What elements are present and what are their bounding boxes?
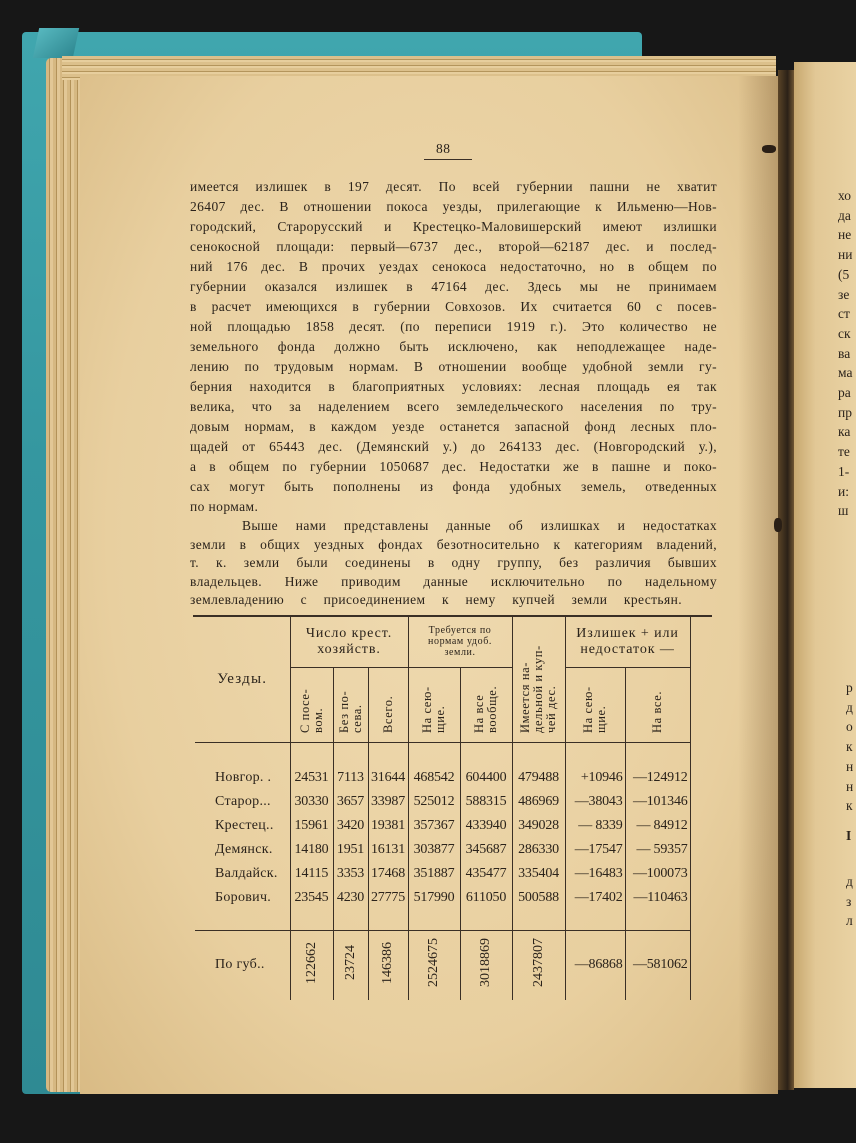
header-required: Требуется по нормам удоб. земли. (408, 617, 512, 667)
required-sowing-cell: 468542 (408, 766, 460, 790)
next-page-fragment: ка (838, 424, 851, 440)
text-line: щадей от 65443 дес. (Демянский у.) до 264133 дес. (Новгородский у.), (190, 439, 717, 454)
balance-all-cell: —124912 (625, 766, 690, 790)
spacer-cell (565, 742, 625, 766)
text-line: ной площадью 1858 десят. (по переписи 1919 г.). Это количество не (190, 319, 717, 334)
available-land-cell: 479488 (512, 766, 565, 790)
total-households-cell (368, 930, 408, 1000)
total-sown-cell (290, 930, 333, 1000)
next-page-fragment: д (846, 699, 853, 715)
table-row (195, 814, 690, 838)
header-required-all (460, 667, 512, 742)
body-paragraph-2 (190, 517, 717, 610)
required-sowing-cell: 357367 (408, 814, 460, 838)
next-page-fragment: хо (838, 188, 851, 203)
total-unsown-cell (333, 930, 368, 1000)
binding-thread (762, 145, 776, 153)
spacer-cell (290, 910, 333, 930)
total-available-cell (512, 930, 565, 1000)
spacer-cell (625, 742, 690, 766)
header-required-sowing (408, 667, 460, 742)
header-label: С посе- вом. (297, 688, 325, 733)
district-name-cell: Старор... (215, 794, 271, 809)
total-value: 23724 (342, 945, 358, 981)
households-total-cell: 27775 (368, 886, 408, 910)
header-households-unsown (333, 667, 368, 742)
households-sown-cell: 30330 (290, 790, 333, 814)
balance-sowing-cell: —38043 (565, 790, 625, 814)
header-balance-sowing (565, 667, 625, 742)
header-label: На все. (650, 690, 665, 733)
total-value: 146386 (380, 941, 395, 984)
balance-all-cell: — 59357 (625, 838, 690, 862)
text-line: велика, что за наделением всего земледельческого населения по тру- (190, 399, 717, 414)
next-page-fragment: р (846, 680, 853, 695)
balance-sowing-cell: —16483 (565, 862, 625, 886)
cover-corner (33, 28, 79, 58)
statistics-table (195, 617, 691, 1000)
table-spacer (195, 742, 690, 766)
total-value: 2524675 (426, 938, 442, 988)
next-page-fragment: ш (838, 503, 849, 519)
balance-all-cell: —110463 (625, 886, 690, 910)
next-page-fragment: н (846, 758, 854, 774)
header-label: Всего. (380, 695, 395, 733)
text-line: сах могут быть пополнены из фонда удобных земель, отведенных (190, 479, 717, 494)
text-line: городский, Старорусский и Крестецко-Маловишерский имеют излишки (190, 219, 717, 234)
required-all-cell: 611050 (460, 886, 512, 910)
households-unsown-cell: 3353 (333, 862, 368, 886)
page-number-underline (424, 159, 472, 160)
district-name-cell: Новгор. . (215, 770, 272, 785)
spacer-cell (368, 742, 408, 766)
text-line: 26407 дес. В отношении покоса уезды, прилегающие к Ильменю—Нов- (190, 199, 717, 214)
total-balance-all-cell: —581062 (625, 930, 690, 1000)
text-line: довым нормам, в каждом уезде останется запасной фонд лесных пло- (190, 419, 717, 434)
district-name-cell: Демянск. (215, 842, 273, 857)
households-sown-cell: 14180 (290, 838, 333, 862)
spacer-cell (565, 910, 625, 930)
header-households: Число крест. хозяйств. (290, 617, 408, 667)
header-label: На сею- щие. (581, 685, 609, 733)
spacer-cell (368, 910, 408, 930)
district-name-cell: Валдайск. (215, 866, 278, 881)
households-sown-cell: 14115 (290, 862, 333, 886)
households-unsown-cell: 7113 (333, 766, 368, 790)
table-header-row (195, 617, 690, 667)
households-total-cell: 33987 (368, 790, 408, 814)
next-page-fragment: да (838, 207, 851, 223)
district-name-cell: Борович. (215, 890, 272, 905)
balance-sowing-cell: —17547 (565, 838, 625, 862)
total-value: 2437807 (530, 938, 546, 988)
next-page-fragment: д (846, 874, 853, 889)
available-land-cell: 486969 (512, 790, 565, 814)
text-line: землевладению с присоединением к нему купчей земли крестьян. (190, 592, 682, 608)
table-row (195, 862, 690, 886)
households-unsown-cell: 4230 (333, 886, 368, 910)
page-number: 88 (436, 141, 451, 156)
next-page-fragment: ск (838, 325, 851, 341)
next-page-fragment: пр (838, 404, 852, 420)
required-sowing-cell: 303877 (408, 838, 460, 862)
required-all-cell: 588315 (460, 790, 512, 814)
text-line: т. к. земли были соединены в одну группу, без различия бывших (190, 555, 717, 571)
header-households-sown (290, 667, 333, 742)
spacer-cell (195, 742, 290, 766)
required-all-cell: 435477 (460, 862, 512, 886)
next-page-text-fragments (838, 186, 852, 521)
available-land-cell: 286330 (512, 838, 565, 862)
page-stack-left-edge (46, 58, 82, 1092)
text-line: ний 176 дес. В прочих уездах сенокоса недостаточно, но в общем по (190, 259, 717, 274)
next-page-fragment: не (838, 227, 852, 243)
next-page-fragment: зе (838, 286, 850, 302)
balance-sowing-cell: +10946 (565, 766, 625, 790)
table-row (195, 886, 690, 910)
total-value: 3018869 (478, 938, 494, 988)
next-page-fragment: и: (838, 483, 849, 499)
spacer-cell (408, 742, 460, 766)
book-gutter (778, 70, 794, 1090)
households-sown-cell: 15961 (290, 814, 333, 838)
text-line: сенокосной площади: первый—6737 дес., второй—62187 дес. и послед- (190, 239, 717, 254)
table-body (195, 742, 690, 1000)
table-spacer (195, 910, 690, 930)
next-page-fragment: к (846, 798, 853, 814)
gutter-shadow (738, 76, 778, 1094)
text-line: в расчет имеющихся в губернии Совхозов. Их считается 60 с посев- (190, 299, 717, 314)
next-page-fragment: к (846, 739, 853, 755)
text-line: губернии оказался излишек в 47164 дес. Здесь мы не принимаем (190, 279, 717, 294)
required-sowing-cell: 525012 (408, 790, 460, 814)
header-label: На сею- щие. (420, 685, 448, 733)
table-row (195, 838, 690, 862)
balance-all-cell: — 84912 (625, 814, 690, 838)
next-page-fragment: л (846, 913, 853, 929)
text-line: лению по трудовым нормам. В отношении вообще удобной земли гу- (190, 359, 717, 374)
total-required-sowing-cell (408, 930, 460, 1000)
text-line: земли в общих уездных фондах безотносительно к категориям владений, (190, 536, 717, 552)
total-balance-sowing-cell: —86868 (565, 930, 625, 1000)
header-balance-all (625, 667, 690, 742)
header-households-total (368, 667, 408, 742)
next-page-fragment: ра (838, 385, 851, 401)
text-line: владельцев. Ниже приводим данные исключительно по надельному (190, 573, 717, 589)
next-page-fragment: 1- (838, 463, 850, 479)
spacer-cell (625, 910, 690, 930)
households-total-cell: 19381 (368, 814, 408, 838)
balance-sowing-cell: —17402 (565, 886, 625, 910)
text-line: земельного фонда должно быть исключено, как неподлежащее наде- (190, 339, 717, 354)
households-unsown-cell: 3657 (333, 790, 368, 814)
available-land-cell: 349028 (512, 814, 565, 838)
spacer-cell (408, 910, 460, 930)
total-value: 122662 (303, 941, 319, 984)
spacer-cell (195, 910, 290, 930)
next-page-fragment: н (846, 778, 854, 794)
next-page-text-fragments (846, 678, 853, 816)
next-page-roman-numeral: I (846, 828, 852, 843)
total-district-cell: По губ.. (195, 930, 290, 1000)
spacer-cell (460, 742, 512, 766)
text-line: имеется излишек в 197 десят. По всей губернии пашни не хватит (190, 179, 717, 194)
text-line: по нормам. (190, 499, 259, 514)
households-total-cell: 31644 (368, 766, 408, 790)
table-row (195, 766, 690, 790)
available-land-cell: 500588 (512, 886, 565, 910)
spacer-cell (290, 742, 333, 766)
households-unsown-cell: 1951 (333, 838, 368, 862)
required-sowing-cell: 517990 (408, 886, 460, 910)
header-label: На все вообще. (472, 685, 500, 733)
spacer-cell (460, 910, 512, 930)
next-page-fragment: з (846, 893, 852, 909)
next-page-fragment: ни (838, 247, 853, 263)
households-total-cell: 17468 (368, 862, 408, 886)
total-required-all-cell (460, 930, 512, 1000)
spacer-cell (512, 742, 565, 766)
next-page-fragment: (5 (838, 266, 850, 282)
body-paragraph-1 (190, 177, 717, 517)
households-unsown-cell: 3420 (333, 814, 368, 838)
next-page-text-fragments (846, 872, 853, 931)
binding-thread (774, 518, 782, 532)
table-total-row (195, 930, 690, 1000)
header-balance: Излишек + или недостаток — (565, 617, 690, 667)
balance-all-cell: —100073 (625, 862, 690, 886)
header-label: Без по- сева. (336, 690, 364, 733)
text-line: берния находится в благоприятных условиях: лесная площадь ея так (190, 379, 717, 394)
households-total-cell: 16131 (368, 838, 408, 862)
header-available-label: Имеется на- дельной и куп- чей дес. (518, 644, 559, 733)
spacer-cell (512, 910, 565, 930)
next-page-fragment: ст (838, 306, 850, 322)
next-page-fragment: о (846, 719, 853, 735)
text-line: а в общем по губернии 1050687 дес. Недостатки же в пашне и поко- (190, 459, 717, 474)
header-available (512, 617, 565, 742)
header-district: Уезды. (195, 617, 290, 742)
required-all-cell: 604400 (460, 766, 512, 790)
households-sown-cell: 23545 (290, 886, 333, 910)
required-all-cell: 345687 (460, 838, 512, 862)
households-sown-cell: 24531 (290, 766, 333, 790)
text-line: Выше нами представлены данные об излишках и недостатках (242, 518, 717, 533)
balance-all-cell: —101346 (625, 790, 690, 814)
spacer-cell (333, 742, 368, 766)
spacer-cell (333, 910, 368, 930)
next-page-fragment: ма (838, 365, 853, 381)
district-name-cell: Крестец.. (215, 818, 274, 833)
next-page-fragment: те (838, 444, 850, 460)
balance-sowing-cell: — 8339 (565, 814, 625, 838)
next-page-fragment: ва (838, 345, 851, 361)
required-all-cell: 433940 (460, 814, 512, 838)
available-land-cell: 335404 (512, 862, 565, 886)
required-sowing-cell: 351887 (408, 862, 460, 886)
table-row (195, 790, 690, 814)
